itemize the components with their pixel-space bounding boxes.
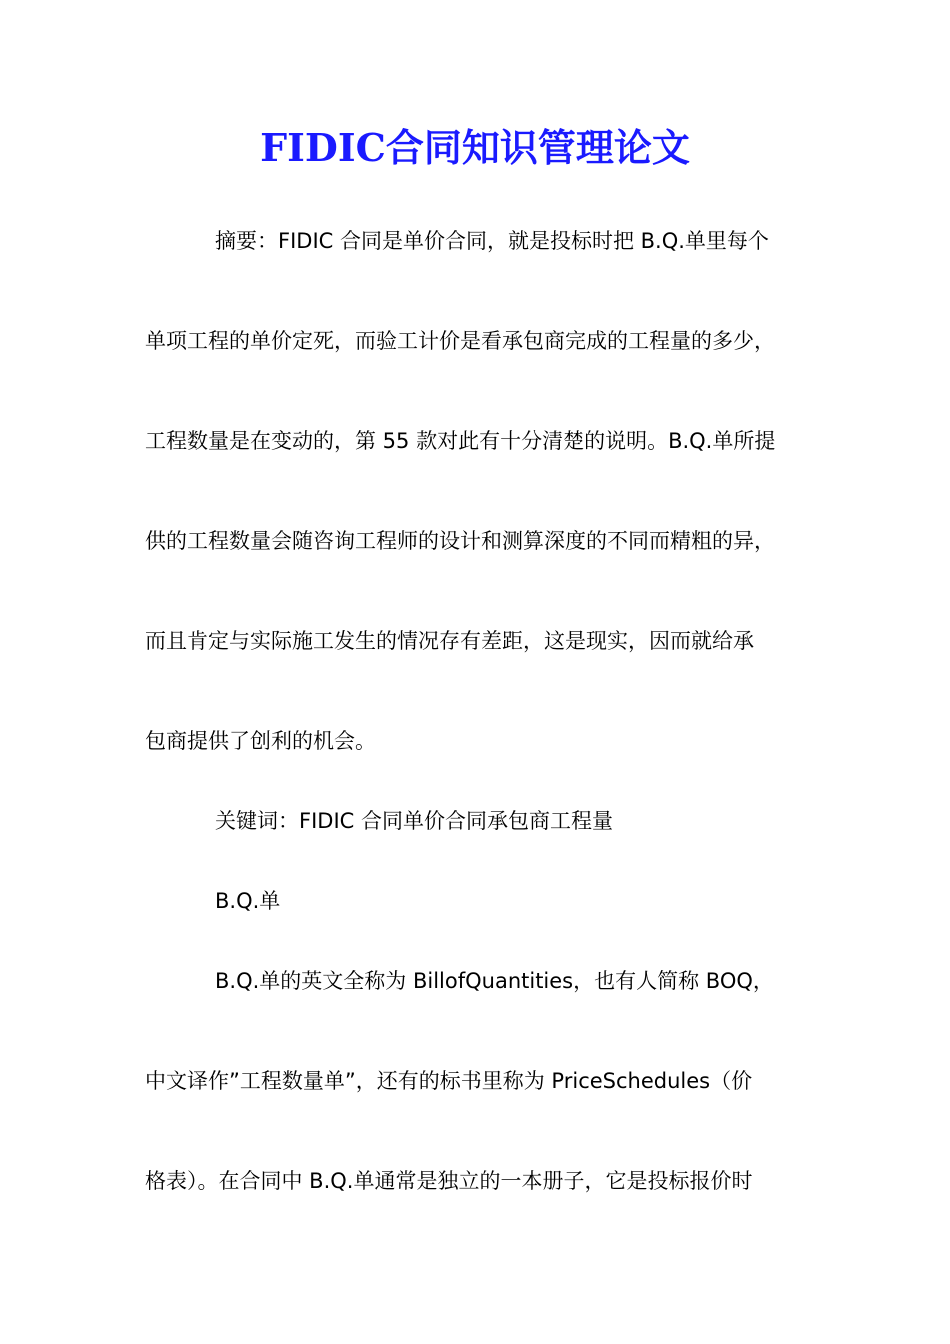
body-line-2: 中文译作”工程数量单”，还有的标书里称为 PriceSchedules（价 bbox=[145, 1069, 753, 1093]
keywords-line: 关键词：FIDIC 合同单价合同承包商工程量 bbox=[215, 809, 613, 833]
document-title: FIDIC合同知识管理论文 bbox=[260, 125, 690, 170]
body-line-1: B.Q.单的英文全称为 BillofQuantities，也有人简称 BOQ， bbox=[215, 969, 774, 993]
abstract-line-4: 供的工程数量会随咨询工程师的设计和测算深度的不同而精粗的异， bbox=[145, 529, 775, 553]
abstract-line-5: 而且肯定与实际施工发生的情况存有差距，这是现实，因而就给承 bbox=[145, 629, 754, 653]
section-heading: B.Q.单 bbox=[215, 889, 281, 913]
body-line-3: 格表）。在合同中 B.Q.单通常是独立的一本册子，它是投标报价时 bbox=[145, 1169, 753, 1193]
abstract-line-2: 单项工程的单价定死，而验工计价是看承包商完成的工程量的多少， bbox=[145, 329, 775, 353]
abstract-line-1: 摘要：FIDIC 合同是单价合同，就是投标时把 B.Q.单里每个 bbox=[215, 229, 769, 253]
abstract-line-3: 工程数量是在变动的，第 55 款对此有十分清楚的说明。B.Q.单所提 bbox=[145, 429, 776, 453]
abstract-line-6: 包商提供了创利的机会。 bbox=[145, 729, 376, 753]
